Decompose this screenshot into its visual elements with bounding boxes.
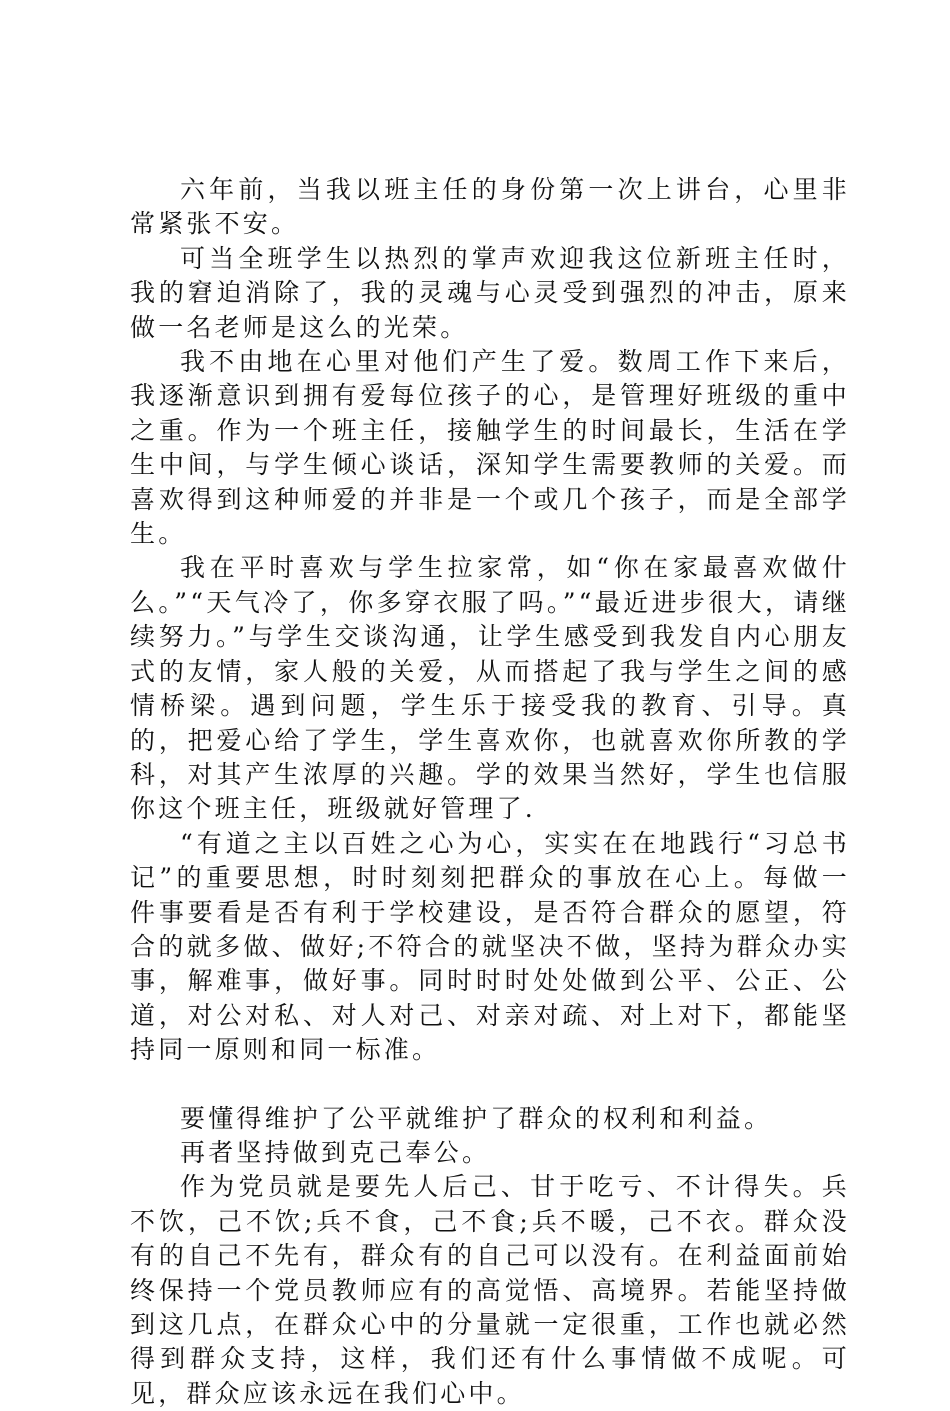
paragraph-5: “有道之主以百姓之心为心，实实在在地践行“习总书记”的重要思想，时时刻刻把群众的事放在心上。每做一件事要看是否有利于学校建设，是否符合群众的愿望，符合的就多做、做好;不符合的就坚决不做，坚持为群众办实事，解难事，做好事。同时时时处处做到公平、公正、公道，对公对私、对人对己、对亲对疏、对上对下，都能坚持同一原则和同一标准。 bbox=[130, 828, 850, 1065]
paragraph-2: 可当全班学生以热烈的掌声欢迎我这位新班主任时，我的窘迫消除了，我的灵魂与心灵受到强烈的冲击，原来做一名老师是这么的光荣。 bbox=[130, 243, 850, 342]
paragraph-6: 要懂得维护了公平就维护了群众的权利和利益。 bbox=[180, 1103, 773, 1133]
document-body bbox=[130, 173, 850, 1411]
paragraph-3: 我不由地在心里对他们产生了爱。数周工作下来后，我逐渐意识到拥有爱每位孩子的心，是管理好班级的重中之重。作为一个班主任，接触学生的时间最长，生活在学生中间，与学生倾心谈话，深知学生需要教师的关爱。而喜欢得到这种师爱的并非是一个或几个孩子，而是全部学生。 bbox=[130, 347, 850, 549]
paragraph-8: 作为党员就是要先人后己、甘于吃亏、不计得失。兵不饮，己不饮;兵不食，己不食;兵不暖，己不衣。群众没有的自己不先有，群众有的自己可以没有。在利益面前始终保持一个党员教师应有的高觉悟、高境界。若能坚持做到这几点，在群众心中的分量就一定很重，工作也就必然得到群众支持，这样，我们还有什么事情做不成呢。可见，群众应该永远在我们心中。 bbox=[130, 1172, 850, 1408]
paragraph-1: 六年前，当我以班主任的身份第一次上讲台，心里非常紧张不安。 bbox=[130, 175, 850, 239]
paragraph-7: 再者坚持做到克己奉公。 bbox=[180, 1137, 491, 1167]
paragraph-4: 我在平时喜欢与学生拉家常，如“你在家最喜欢做什么。”“天气冷了，你多穿衣服了吗。”“最近进步很大，请继续努力。”与学生交谈沟通，让学生感受到我发自内心朋友式的友情，家人般的关爱，从而搭起了我与学生之间的感情桥梁。遇到问题，学生乐于接受我的教育、引导。真的，把爱心给了学生，学生喜欢你，也就喜欢你所教的学科，对其产生浓厚的兴趣。学的效果当然好，学生也信服你这个班主任，班级就好管理了. bbox=[130, 553, 850, 824]
